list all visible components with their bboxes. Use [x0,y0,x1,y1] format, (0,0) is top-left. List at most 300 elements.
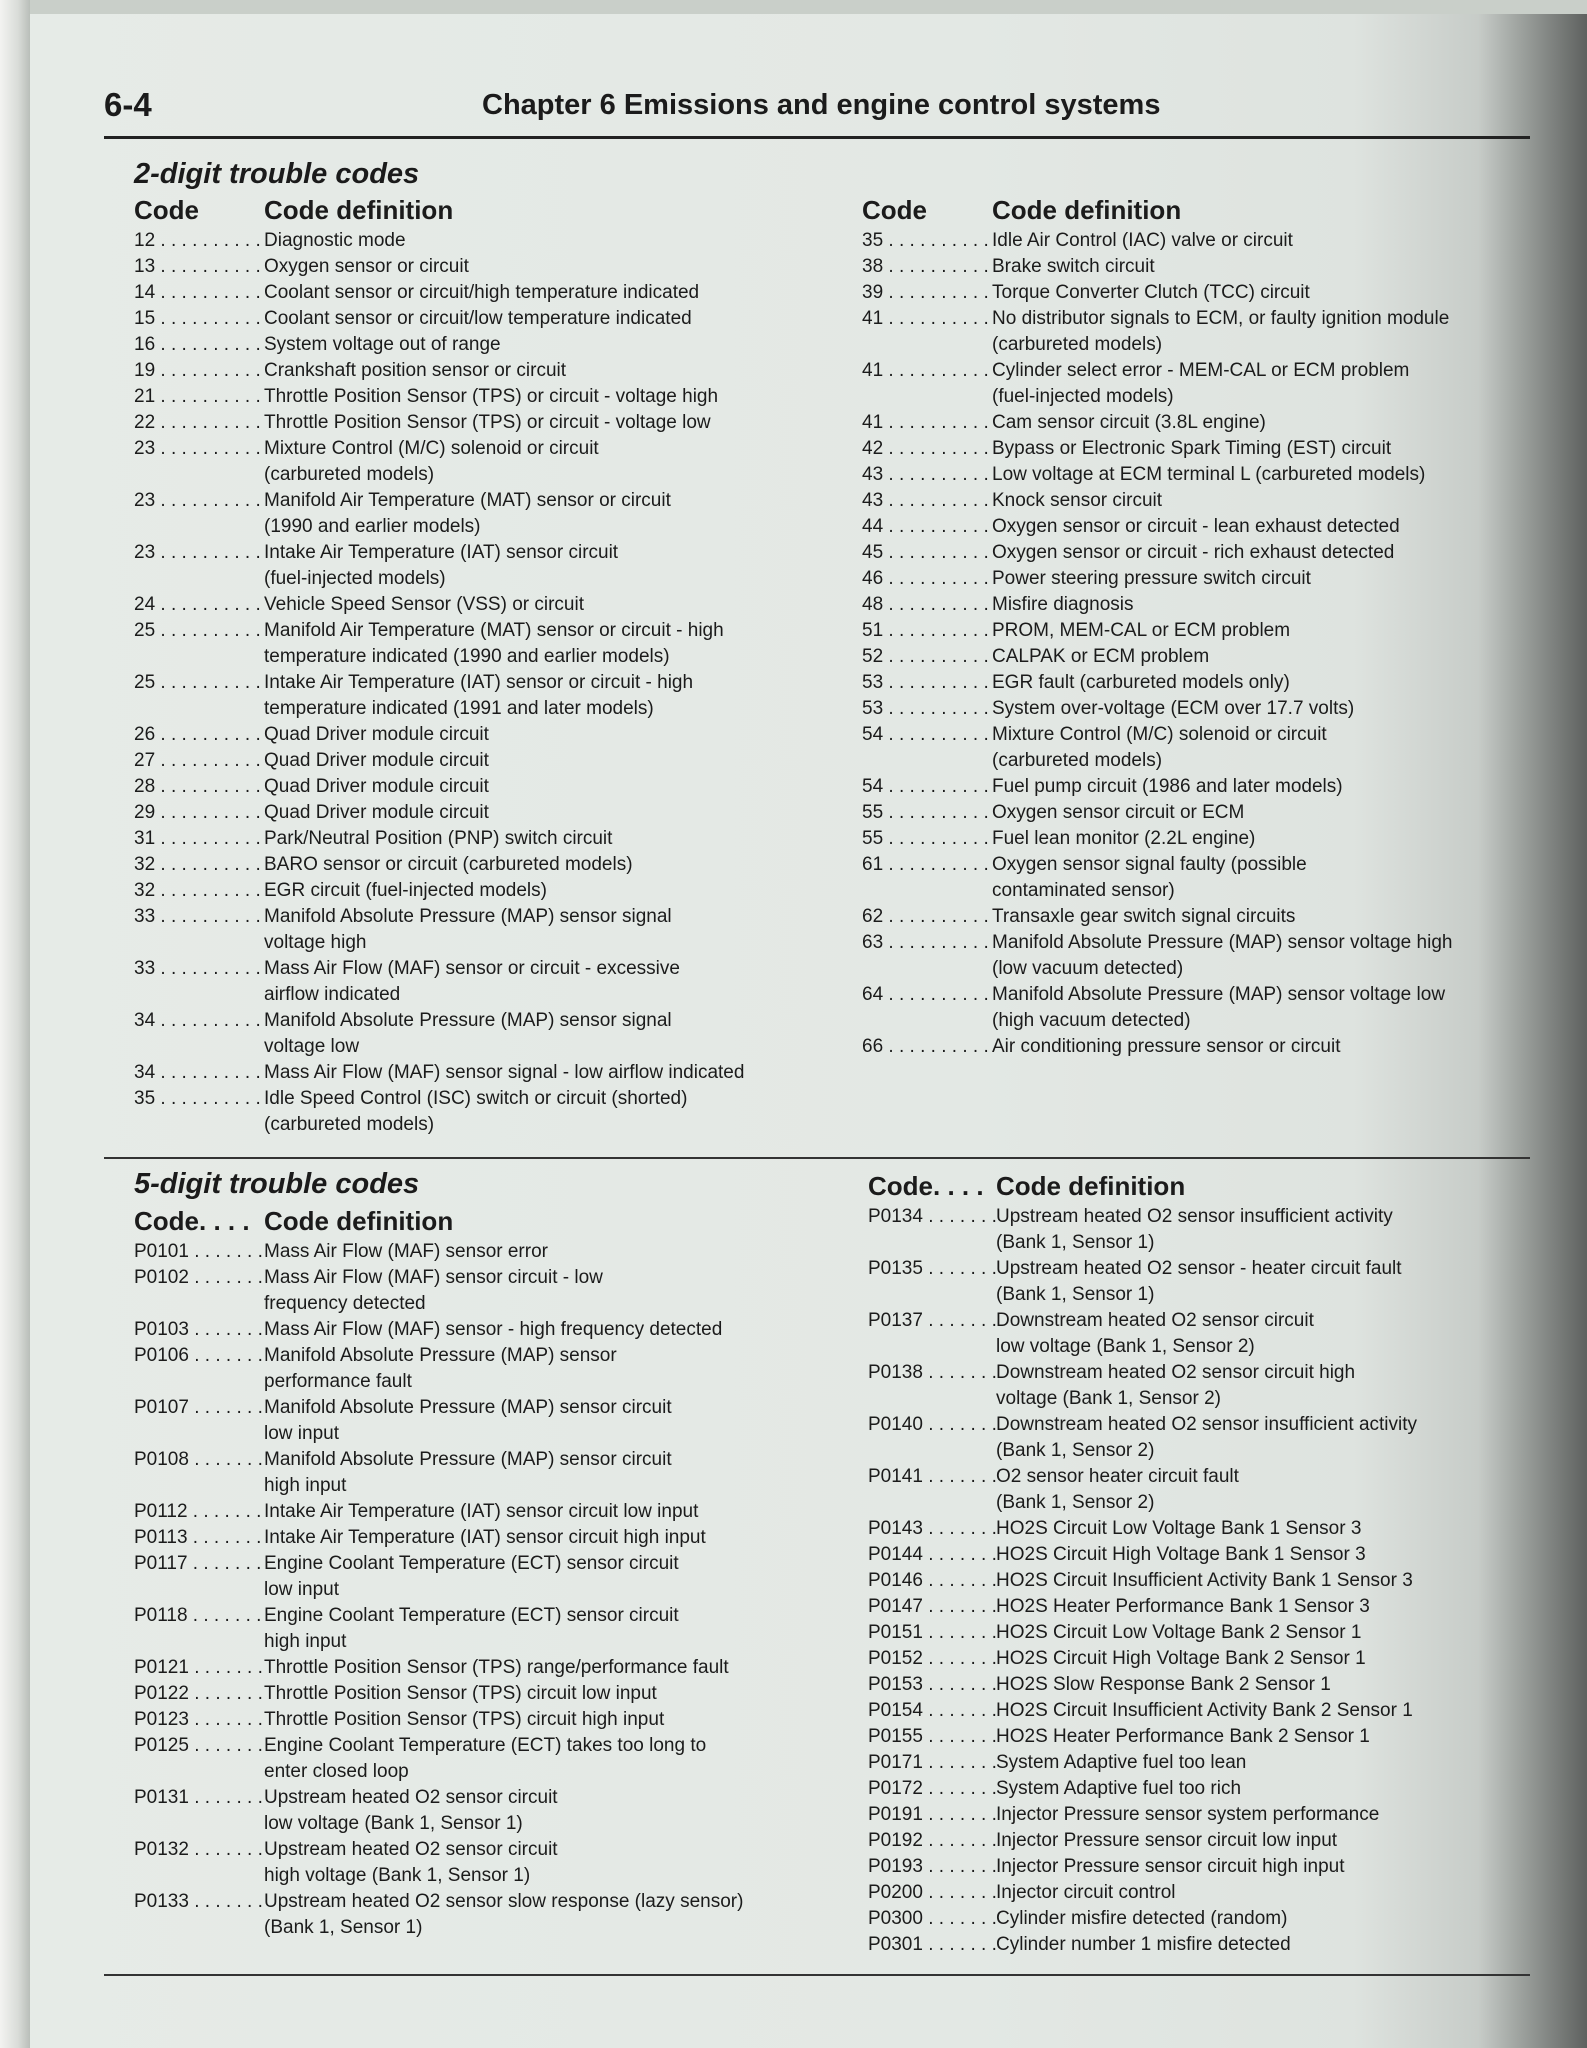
trouble-code: 16 . . . [134,332,264,358]
code-definition [992,228,1552,254]
code-definition [992,852,1552,904]
definition-line: performance fault [264,1371,412,1392]
definition-line: (Bank 1, Sensor 1) [264,1917,423,1938]
code-row [868,1204,1558,1256]
code-definition [264,800,854,826]
trouble-code: 31 . . . [134,826,264,852]
trouble-code: 42 . . . [862,436,992,462]
code-row [868,1698,1558,1724]
definition-line: BARO sensor or circuit (carbureted models) [264,854,633,875]
codes-column-5digit-right [868,1171,1558,1958]
definition-line: Transaxle gear switch signal circuits [992,906,1296,927]
trouble-code: P0154 . . . [868,1698,996,1724]
code-row [134,540,854,592]
definition-line: HO2S Circuit High Voltage Bank 2 Sensor 1 [996,1648,1366,1669]
definition-line: HO2S Heater Performance Bank 2 Sensor 1 [996,1726,1370,1747]
trouble-code: P0103 . . . [134,1317,264,1343]
definition-line: Park/Neutral Position (PNP) switch circuit [264,828,613,849]
code-row [868,1776,1558,1802]
definition-line: high voltage (Bank 1, Sensor 1) [264,1865,531,1886]
code-row [134,1785,859,1837]
code-definition [264,1707,859,1733]
column-header-definition: Code definition [264,1206,454,1236]
code-definition [996,1256,1558,1308]
code-row [862,852,1552,904]
trouble-code: 39 . . . [862,280,992,306]
definition-line: Crankshaft position sensor or circuit [264,360,567,381]
trouble-code: 27 . . . [134,748,264,774]
definition-line: Throttle Position Sensor (TPS) range/performance fault [264,1657,729,1678]
page-number: 6-4 [104,86,152,123]
column-header [868,1171,1558,1204]
trouble-code: P0200 . . . [868,1880,996,1906]
trouble-code: 44 . . . [862,514,992,540]
trouble-code: 23 . . . [134,540,264,592]
code-row [134,1447,859,1499]
footer-rule [104,1974,1530,1976]
code-row [134,722,854,748]
chapter-title: Chapter 6 Emissions and engine control systems [482,89,1161,121]
definition-line: HO2S Circuit High Voltage Bank 1 Sensor 3 [996,1544,1366,1565]
trouble-code: 55 . . . [862,800,992,826]
definition-line: (Bank 1, Sensor 1) [996,1232,1155,1253]
code-row [134,1733,859,1785]
definition-line: HO2S Circuit Low Voltage Bank 1 Sensor 3 [996,1518,1362,1539]
trouble-code: 53 . . . [862,696,992,722]
section-divider [104,1157,1530,1159]
trouble-code: 12 . . . [134,228,264,254]
column-header-code: Code. . . . [134,1206,250,1236]
trouble-code: P0171 . . . [868,1750,996,1776]
definition-line: Mass Air Flow (MAF) sensor error [264,1241,548,1262]
code-row [862,358,1552,410]
definition-line: (carbureted models) [264,1114,435,1135]
definition-line: (carbureted models) [992,334,1163,355]
definition-line: Downstream heated O2 sensor circuit high [996,1362,1356,1383]
trouble-code: 32 . . . [134,852,264,878]
code-definition [992,488,1552,514]
definition-line: Vehicle Speed Sensor (VSS) or circuit [264,594,584,615]
code-row [134,826,854,852]
code-definition [992,904,1552,930]
code-definition [264,1603,859,1655]
code-definition [996,1308,1558,1360]
code-row [862,1034,1552,1060]
code-definition [996,1516,1558,1542]
code-definition [992,254,1552,280]
code-definition [992,540,1552,566]
definition-line: Mass Air Flow (MAF) sensor or circuit - excessive [264,958,680,979]
code-definition [264,1681,859,1707]
trouble-code: 33 . . . [134,904,264,956]
definition-line: Mass Air Flow (MAF) sensor signal - low airflow indicated [264,1062,745,1083]
trouble-code: P0155 . . . [868,1724,996,1750]
trouble-code: P0107 . . . [134,1395,264,1447]
definition-line: Brake switch circuit [992,256,1155,277]
trouble-code: 23 . . . [134,488,264,540]
trouble-code: 41 . . . [862,410,992,436]
definition-line: low voltage (Bank 1, Sensor 1) [264,1813,523,1834]
definition-line: HO2S Heater Performance Bank 1 Sensor 3 [996,1596,1370,1617]
code-definition [264,670,854,722]
code-definition [264,592,854,618]
code-row [862,436,1552,462]
definition-line: high input [264,1475,347,1496]
code-row [862,982,1552,1034]
code-definition [996,1672,1558,1698]
column-header [862,195,1552,228]
trouble-code: P0138 . . . [868,1360,996,1412]
trouble-code: 54 . . . [862,774,992,800]
trouble-code: 21 . . . [134,384,264,410]
code-row [134,436,854,488]
code-definition [996,1698,1558,1724]
code-definition [992,566,1552,592]
definition-line: Bypass or Electronic Spark Timing (EST) circuit [992,438,1392,459]
code-definition [264,774,854,800]
code-row [134,1265,859,1317]
code-definition [992,696,1552,722]
code-row [134,1707,859,1733]
definition-line: Throttle Position Sensor (TPS) circuit low input [264,1683,657,1704]
definition-line: Manifold Air Temperature (MAT) sensor or circuit [264,490,671,511]
codes-column-2digit-left [134,195,854,1138]
trouble-code: P0151 . . . [868,1620,996,1646]
code-definition [264,1655,859,1681]
code-row [134,1343,859,1395]
code-definition [996,1412,1558,1464]
definition-line: Manifold Absolute Pressure (MAP) sensor signal [264,1010,672,1031]
trouble-code: 25 . . . [134,670,264,722]
code-row [862,566,1552,592]
code-row [868,1828,1558,1854]
definition-line: low voltage (Bank 1, Sensor 2) [996,1336,1255,1357]
code-row [134,410,854,436]
definition-line: Injector Pressure sensor circuit high input [996,1856,1345,1877]
code-definition [264,1447,859,1499]
code-row [868,1568,1558,1594]
definition-line: (Bank 1, Sensor 2) [996,1492,1155,1513]
trouble-code: 32 . . . [134,878,264,904]
trouble-code: P0101 . . . [134,1239,264,1265]
code-row [134,748,854,774]
trouble-code: P0146 . . . [868,1568,996,1594]
trouble-code: 15 . . . [134,306,264,332]
code-row [134,852,854,878]
code-row [868,1594,1558,1620]
code-definition [264,1239,859,1265]
code-row [868,1672,1558,1698]
code-row [134,670,854,722]
code-definition [992,358,1552,410]
definition-line: Cylinder select error - MEM-CAL or ECM problem [992,360,1410,381]
code-row [134,1317,859,1343]
definition-line: Engine Coolant Temperature (ECT) sensor circuit [264,1553,679,1574]
definition-line: Cam sensor circuit (3.8L engine) [992,412,1266,433]
code-definition [264,384,854,410]
definition-line: Manifold Absolute Pressure (MAP) sensor signal [264,906,672,927]
trouble-code: 25 . . . [134,618,264,670]
definition-line: (Bank 1, Sensor 2) [996,1440,1155,1461]
code-row [868,1360,1558,1412]
code-row [134,1551,859,1603]
definition-line: low input [264,1423,339,1444]
definition-line: Upstream heated O2 sensor - heater circuit fault [996,1258,1402,1279]
definition-line: (high vacuum detected) [992,1010,1191,1031]
definition-line: Idle Speed Control (ISC) switch or circuit (shorted) [264,1088,688,1109]
code-row [134,1086,854,1138]
code-row [862,488,1552,514]
code-definition [996,1750,1558,1776]
trouble-code: 52 . . . [862,644,992,670]
definition-line: Intake Air Temperature (IAT) sensor circuit high input [264,1527,706,1548]
trouble-code: P0143 . . . [868,1516,996,1542]
trouble-code: 34 . . . [134,1060,264,1086]
code-row [862,228,1552,254]
trouble-code: P0106 . . . [134,1343,264,1395]
code-definition [264,618,854,670]
code-row [134,592,854,618]
definition-line: temperature indicated (1990 and earlier models) [264,646,670,667]
trouble-code: P0301 . . . [868,1932,996,1958]
code-row [868,1542,1558,1568]
code-row [134,1525,859,1551]
code-row [862,618,1552,644]
definition-line: Upstream heated O2 sensor insufficient activity [996,1206,1393,1227]
trouble-code: 29 . . . [134,800,264,826]
code-definition [992,306,1552,358]
trouble-code: 14 . . . [134,280,264,306]
code-row [868,1932,1558,1958]
code-row [134,228,854,254]
code-row [862,306,1552,358]
code-definition [264,306,854,332]
code-definition [264,956,854,1008]
code-definition [264,722,854,748]
trouble-code: P0122 . . . [134,1681,264,1707]
code-definition [992,722,1552,774]
definition-line: No distributor signals to ECM, or faulty ignition module [992,308,1450,329]
code-row [868,1464,1558,1516]
code-row [134,618,854,670]
code-row [868,1620,1558,1646]
trouble-code: P0134 . . . [868,1204,996,1256]
column-header-code: Code. . . . [868,1171,984,1201]
code-definition [996,1932,1558,1958]
definition-line: Manifold Absolute Pressure (MAP) sensor voltage low [992,984,1446,1005]
definition-line: Quad Driver module circuit [264,776,489,797]
code-row [862,644,1552,670]
code-row [134,800,854,826]
header-rule [104,136,1530,139]
trouble-code: 34 . . . [134,1008,264,1060]
code-definition [996,1724,1558,1750]
definition-line: System Adaptive fuel too lean [996,1752,1247,1773]
definition-line: Engine Coolant Temperature (ECT) sensor circuit [264,1605,679,1626]
column-header-code: Code [134,195,199,225]
codes-column-2digit-right [862,195,1552,1060]
definition-line: EGR circuit (fuel-injected models) [264,880,547,901]
codes-column-5digit-left [134,1206,859,1941]
definition-line: Oxygen sensor or circuit [264,256,469,277]
code-row [862,722,1552,774]
code-definition [264,410,854,436]
code-definition [996,1620,1558,1646]
code-definition [996,1360,1558,1412]
code-row [134,1889,859,1941]
code-definition [992,670,1552,696]
trouble-code: P0131 . . . [134,1785,264,1837]
code-definition [996,1646,1558,1672]
definition-line: CALPAK or ECM problem [992,646,1210,667]
trouble-code: P0112 . . . [134,1499,264,1525]
code-row [862,254,1552,280]
column-header-definition: Code definition [264,195,454,225]
trouble-code: 43 . . . [862,488,992,514]
definition-line: HO2S Circuit Insufficient Activity Bank 2 Sensor 1 [996,1700,1413,1721]
trouble-code: P0121 . . . [134,1655,264,1681]
trouble-code: 55 . . . [862,826,992,852]
code-definition [992,462,1552,488]
definition-line: Mass Air Flow (MAF) sensor circuit - low [264,1267,603,1288]
definition-line: Intake Air Temperature (IAT) sensor circuit low input [264,1501,699,1522]
trouble-code: P0193 . . . [868,1854,996,1880]
column-header-definition: Code definition [996,1171,1186,1201]
trouble-code: P0133 . . . [134,1889,264,1941]
definition-line: Downstream heated O2 sensor circuit [996,1310,1314,1331]
trouble-code: P0300 . . . [868,1906,996,1932]
trouble-code: 66 . . . [862,1034,992,1060]
definition-line: voltage low [264,1036,360,1057]
definition-line: (1990 and earlier models) [264,516,481,537]
code-definition [264,1785,859,1837]
code-row [134,956,854,1008]
code-row [134,1837,859,1889]
code-row [134,332,854,358]
trouble-code: 35 . . . [134,1086,264,1138]
code-definition [264,1008,854,1060]
definition-line: (carbureted models) [992,750,1163,771]
trouble-code: P0137 . . . [868,1308,996,1360]
definition-line: temperature indicated (1991 and later models) [264,698,654,719]
code-definition [264,1499,859,1525]
definition-line: System over-voltage (ECM over 17.7 volts) [992,698,1355,719]
code-row [862,280,1552,306]
definition-line: (fuel-injected models) [264,568,446,589]
trouble-code: P0172 . . . [868,1776,996,1802]
trouble-code: 62 . . . [862,904,992,930]
trouble-code: 22 . . . [134,410,264,436]
code-definition [264,1317,859,1343]
definition-line: Mixture Control (M/C) solenoid or circuit [992,724,1327,745]
code-row [862,774,1552,800]
definition-line: contaminated sensor) [992,880,1175,901]
trouble-code: P0153 . . . [868,1672,996,1698]
code-row [134,1499,859,1525]
trouble-code: 41 . . . [862,306,992,358]
definition-line: enter closed loop [264,1761,409,1782]
trouble-code: 61 . . . [862,852,992,904]
trouble-code: P0147 . . . [868,1594,996,1620]
code-definition [264,1889,859,1941]
code-definition [264,1265,859,1317]
code-row [868,1880,1558,1906]
trouble-code: 53 . . . [862,670,992,696]
definition-line: Diagnostic mode [264,230,406,251]
code-definition [264,332,854,358]
code-row [862,696,1552,722]
trouble-code: P0191 . . . [868,1802,996,1828]
code-definition [264,1395,859,1447]
code-definition [996,1464,1558,1516]
code-definition [264,1086,854,1138]
code-row [862,592,1552,618]
definition-line: Manifold Absolute Pressure (MAP) sensor [264,1345,617,1366]
code-definition [992,280,1552,306]
trouble-code: 41 . . . [862,358,992,410]
code-row [134,1008,854,1060]
definition-line: PROM, MEM-CAL or ECM problem [992,620,1291,641]
code-definition [264,1733,859,1785]
column-header [134,195,854,228]
code-row [134,254,854,280]
code-row [134,774,854,800]
definition-line: Mixture Control (M/C) solenoid or circuit [264,438,599,459]
definition-line: low input [264,1579,339,1600]
definition-line: HO2S Circuit Low Voltage Bank 2 Sensor 1 [996,1622,1362,1643]
code-row [862,540,1552,566]
trouble-code: 28 . . . [134,774,264,800]
code-definition [992,410,1552,436]
code-definition [992,1034,1552,1060]
code-definition [992,592,1552,618]
code-definition [264,228,854,254]
trouble-code: P0141 . . . [868,1464,996,1516]
trouble-code: P0152 . . . [868,1646,996,1672]
definition-line: Injector Pressure sensor system performance [996,1804,1380,1825]
code-definition [992,514,1552,540]
trouble-code: P0140 . . . [868,1412,996,1464]
definition-line: Fuel pump circuit (1986 and later models) [992,776,1343,797]
code-definition [996,1776,1558,1802]
code-definition [996,1854,1558,1880]
definition-line: System voltage out of range [264,334,501,355]
code-definition [992,436,1552,462]
code-definition [992,826,1552,852]
trouble-code: 35 . . . [862,228,992,254]
trouble-code: P0123 . . . [134,1707,264,1733]
definition-line: Downstream heated O2 sensor insufficient activity [996,1414,1418,1435]
code-row [868,1412,1558,1464]
definition-line: Throttle Position Sensor (TPS) circuit high input [264,1709,665,1730]
definition-line: Throttle Position Sensor (TPS) or circuit - voltage high [264,386,719,407]
code-row [134,1655,859,1681]
code-definition [996,1828,1558,1854]
definition-line: Oxygen sensor or circuit - lean exhaust detected [992,516,1400,537]
definition-line: Injector circuit control [996,1882,1176,1903]
trouble-code: P0135 . . . [868,1256,996,1308]
definition-line: voltage high [264,932,367,953]
code-row [868,1256,1558,1308]
code-definition [264,1551,859,1603]
definition-line: (fuel-injected models) [992,386,1174,407]
definition-line: frequency detected [264,1293,426,1314]
code-definition [264,488,854,540]
code-definition [996,1880,1558,1906]
code-row [134,280,854,306]
code-row [134,306,854,332]
trouble-code: 54 . . . [862,722,992,774]
